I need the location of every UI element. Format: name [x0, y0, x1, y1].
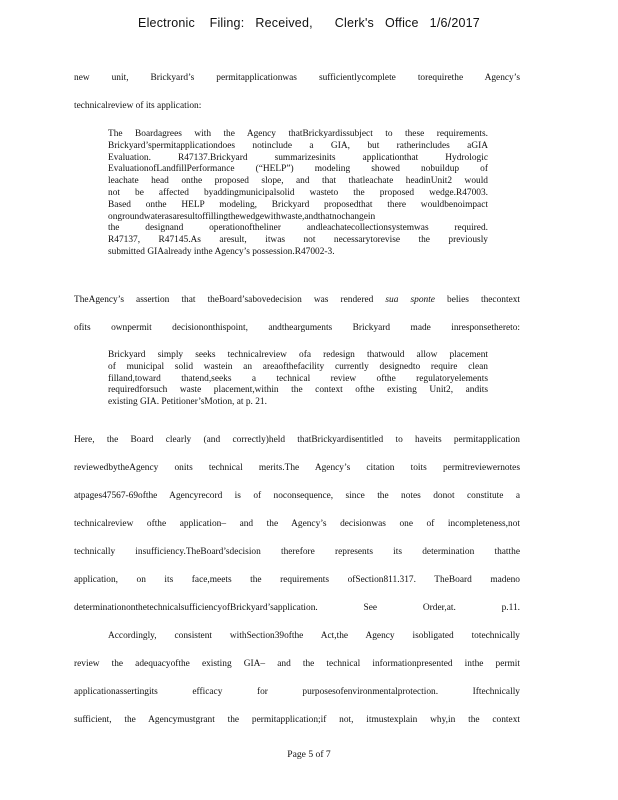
body-line	[74, 293, 520, 307]
quote-line: leachate head onthe proposed slope, and that thatleachate headinUnit2 would	[108, 176, 488, 187]
latin-phrase: sua sponte	[385, 295, 435, 305]
body-line: new unit, Brickyard’s permitapplicationwas sufficientlycomplete torequirethe Agency’s	[74, 73, 520, 83]
quote-line: Evaluation. R47137.Brickyard summarizesinits applicationthat Hydrologic	[108, 152, 488, 163]
quote-line: EvaluationofLandfillPerformance (“HELP”) modeling showed nobuildup of	[108, 164, 488, 175]
block-quote	[108, 129, 488, 259]
body-line: sufficient, the Agencymustgrant the permitapplication;if not, itmustexplain why,in the context	[74, 715, 520, 725]
body-line: technically insufficiency.TheBoard’sdecision therefore represents its determination thatthe	[74, 547, 520, 557]
body-line: Accordingly, consistent withSection39ofthe Act,the Agency isobligated totechnically	[108, 631, 520, 641]
quote-line: requiredforsuch waste placement,within the context ofthe existing Unit2, andits	[108, 385, 488, 396]
body-line: technicalreview ofthe application– and the Agency’s decisionwas one of incompleteness,not	[74, 519, 520, 529]
quote-line: R47137, R47145.As aresult, itwas not necessarytorevise the previously	[108, 235, 488, 246]
filing-stamp-header: Electronic Filing: Received, Clerk's Office 1/6/2017	[138, 16, 480, 30]
body-line: Here, the Board clearly (and correctly)held thatBrickyardisentitled to haveits permitapplication	[74, 435, 520, 445]
page-number: Page 5 of 7	[287, 749, 331, 760]
quote-line: Brickyard simply seeks technicalreview ofa redesign thatwould allow placement	[108, 350, 488, 360]
body-line: reviewedbytheAgency onits technical merits.The Agency’s citation toits permitreviewernotes	[74, 463, 520, 473]
quote-line: The Boardagrees with the Agency thatBrickyardissubject to these requirements.	[108, 129, 488, 139]
quote-line: filland,toward thatend,seeks a technical review ofthe regulatoryelements	[108, 373, 488, 384]
body-line: review the adequacyofthe existing GIA– and the technical informationpresented inthe permit	[74, 659, 520, 669]
quote-line: Based onthe HELP modeling, Brickyard proposedthat there wouldbenoimpact	[108, 199, 488, 210]
quote-line: existing GIA. Petitioner’sMotion, at p. 21.	[108, 397, 267, 408]
body-line: ofits ownpermit decisiononthispoint, andthearguments Brickyard made inresponsethereto:	[74, 323, 520, 333]
quote-line: ongroundwaterasaresultoffillingthewedgewithwaste,andthatnochangein	[108, 211, 376, 222]
quote-line: Brickyard’spermitapplicationdoes notinclude a GIA, but ratherincludes aGIA	[108, 140, 488, 151]
body-line: atpages47567-69ofthe Agencyrecord is of noconsequence, since the notes donot constitute a	[74, 491, 520, 501]
quote-line: not be affected byaddingmunicipalsolid wasteto the proposed wedge.R47003.	[108, 187, 488, 198]
body-line: application, on its face,meets the requirements ofSection811.317. TheBoard madeno	[74, 575, 520, 585]
line-text: TheAgency’s assertion that theBoard’sabovedecision was rendered	[74, 295, 374, 305]
body-line: applicationassertingits efficacy for purposesofenvironmentalprotection. Iftechnically	[74, 687, 520, 697]
block-quote	[108, 350, 488, 409]
line-text: belies thecontext	[447, 295, 520, 305]
body-line: technicalreview of its application:	[74, 101, 202, 111]
quote-line: of municipal solid wastein an areaofthefacility currently designedto require clean	[108, 361, 488, 372]
quote-line: the designand operationoftheliner andleachatecollectionsystemwas required.	[108, 223, 488, 234]
quote-line: submitted GIAalready inthe Agency’s possession.R47002-3.	[108, 246, 335, 257]
body-line: determinationonthetechnicalsufficiencyofBrickyard’sapplication. See Order,at. p.11.	[74, 603, 520, 613]
